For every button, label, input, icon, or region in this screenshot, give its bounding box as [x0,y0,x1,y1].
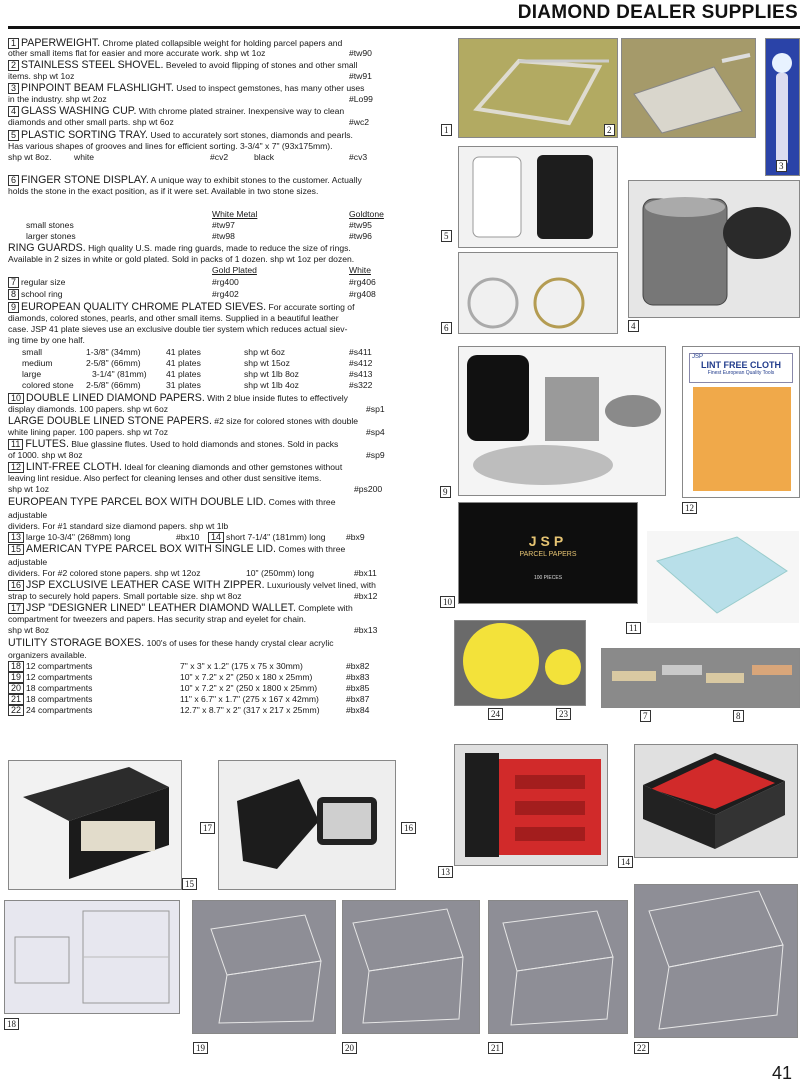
sieve-cell: shp wt 15oz [244,358,290,368]
item-11-line2: of 1000. shp wt 8oz [8,450,83,460]
photo-label-20: 20 [342,1042,357,1054]
photo-label-15: 15 [182,878,197,890]
item-number: 10 [8,393,24,404]
sieves-icon [459,347,665,495]
photo-lint-cloth [682,346,800,498]
photo-parcel-papers [458,502,638,604]
item-2-line1 [8,60,357,71]
photo-storage-wheels [454,620,586,706]
item-6-row2-b: #tw96 [349,231,372,241]
utility-row [8,672,92,683]
utility-box-icon [343,901,479,1033]
photo-utility-box-20 [342,900,480,1034]
photo-label-19: 19 [193,1042,208,1054]
sieve-cell: 1-3/8" (34mm) [86,347,141,357]
utility-box-icon [489,901,627,1033]
sieve-cell: #s412 [349,358,373,368]
sieve-cell: colored stone [22,380,74,390]
utility-compartments: 24 compartments [26,705,93,715]
ring-row2-label: school ring [21,289,63,299]
utility-code: #bx83 [346,672,370,682]
euro-box-line1 [8,497,336,507]
item-number: 9 [8,302,19,313]
item-9-line4: ing time by one half. [8,335,85,345]
item-2-line2: items. shp wt 1oz [8,71,75,81]
item-desc: Chrome plated collapsible weight for holding parcel papers and [100,38,343,48]
photo-label-23: 23 [556,708,571,720]
item-number: 8 [8,289,19,300]
photo-label-5: 5 [441,230,452,242]
item-heading: EUROPEAN QUALITY CHROME PLATED SIEVES. [21,301,267,313]
photo-paperweight [458,38,618,138]
photo-label-18: 18 [4,1018,19,1030]
ring-row2-a: #rg402 [212,289,239,299]
washing-cup-icon [629,181,799,317]
photo-leather-case [218,760,396,890]
ring-row1-b: #rg406 [349,277,376,287]
photo-label-21: 21 [488,1042,503,1054]
item-15-line1 [8,544,345,555]
item-5-line1 [8,130,353,141]
euro-box-short: short 7-1/4" (181mm) long [226,532,326,542]
ring-row2-b: #rg408 [349,289,376,299]
item-heading: JSP EXCLUSIVE LEATHER CASE WITH ZIPPER. [26,579,265,591]
photo-red-box-short [634,744,798,858]
item-heading: UTILITY STORAGE BOXES. [8,637,145,649]
item-heading: LARGE DOUBLE LINED STONE PAPERS. [8,415,212,427]
header-title: DIAMOND DEALER SUPPLIES [517,2,798,23]
utility-row [8,705,92,716]
item-heading: PLASTIC SORTING TRAY. [21,129,148,141]
euro-box-option-13 [8,532,130,543]
photo-label-22: 22 [634,1042,649,1054]
sieve-cell: 2-5/8" (66mm) [86,380,141,390]
photo-label-17: 17 [200,822,215,834]
papers-brand: JSP [528,533,568,549]
utility-code: #bx85 [346,683,370,693]
item-16-line1 [8,580,376,591]
ring-row2 [8,289,63,300]
sieve-cell: small [22,347,43,357]
utility-size: 12.7" x 8.7" x 2" (317 x 217 x 25mm) [180,705,320,715]
parcel-box-icon [9,761,181,889]
photo-label-7: 7 [640,710,651,722]
item-6-row1-a: #tw97 [212,220,235,230]
item-3-line2: in the industry. shp wt 2oz [8,94,107,104]
item-15-line2: adjustable [8,557,48,567]
sieve-cell: medium [22,358,53,368]
item-3-code: #Lo99 [349,94,373,104]
item-desc: Beveled to avoid flipping of stones and other small [163,60,358,70]
item-heading: DOUBLE LINED DIAMOND PAPERS. [26,392,205,404]
item-10-code: #sp1 [366,404,385,414]
item-12-line1 [8,462,342,473]
utility-size: 10" x 7.2" x 2" (250 x 1800 x 25mm) [180,683,318,693]
item-heading: PINPOINT BEAM FLASHLIGHT. [21,82,174,94]
photo-flutes [646,530,800,624]
large-papers-line1 [8,416,358,426]
euro-box-code-13: #bx10 [176,532,200,542]
item-17-line1 [8,603,353,614]
item-11-line1 [8,439,338,450]
flashlight-icon [766,39,799,175]
photo-label-1: 1 [441,124,452,136]
item-10-line2: display diamonds. 100 papers. shp wt 6oz [8,404,169,414]
item-number: 3 [8,83,19,94]
utility-box-icon [635,885,797,1037]
item-number: 12 [8,462,24,473]
item-desc: Complete with [295,603,353,613]
item-number: 21 [8,694,24,705]
item-6-row1-b: #tw95 [349,220,372,230]
utility-row [8,683,92,694]
item-15-length: 10" (250mm) long [246,568,315,578]
photo-label-8: 8 [733,710,744,722]
item-4-code: #wc2 [349,117,370,127]
sieve-cell: large [22,369,42,379]
photo-flashlight [765,38,800,176]
papers-count: 100 PIECES [533,575,563,581]
utility-line1 [8,638,334,648]
item-5-variant-white: white [74,152,95,162]
item-6-col-white-metal: White Metal [212,209,258,219]
red-box-icon [455,745,607,865]
photo-red-box-large [454,744,608,866]
sieve-cell: shp wt 6oz [244,347,286,357]
item-number: 14 [208,532,224,543]
item-9-line2: diamonds, colored stones, pearls, and other small items. Supplied in a beautiful leather [8,313,339,323]
item-15-line3: dividers. For #2 colored stone papers. shp wt 12oz [8,568,201,578]
item-2-code: #tw91 [349,71,372,81]
shovel-icon [622,39,755,137]
item-number: 4 [8,106,19,117]
storage-wheel-icon [455,621,585,705]
lint-brand: JSP [692,354,704,360]
photo-shovel [621,38,756,138]
photo-utility-box-21 [488,900,628,1034]
item-6-line1 [8,175,362,186]
photo-label-11: 11 [626,622,641,634]
item-desc: High quality U.S. made ring guards, made to reduce the size of rings. [85,243,351,253]
ring-guard-icon [602,649,799,707]
item-6-col-goldtone: Goldtone [349,209,384,219]
photo-label-13: 13 [438,866,453,878]
page-number: 41 [771,1063,792,1083]
photo-utility-box-18 [4,900,180,1014]
item-12-line3: shp wt 1oz [8,484,50,494]
item-number: 15 [8,544,24,555]
utility-compartments: 18 compartments [26,683,93,693]
item-heading: PAPERWEIGHT. [21,37,101,49]
photo-label-3: 3 [776,160,787,172]
lint-sub: Finest European Quality Tools [707,370,775,376]
item-9-line1 [8,302,354,313]
item-12-code: #ps200 [354,484,383,494]
utility-code: #bx82 [346,661,370,671]
sieve-cell: shp wt 1lb 8oz [244,369,299,379]
euro-box-line2: adjustable [8,510,48,520]
ring-guards-line1 [8,243,351,253]
item-number: 11 [8,439,23,450]
photo-label-10: 10 [440,596,455,608]
item-17-code: #bx13 [354,625,378,635]
item-number: 2 [8,60,19,71]
item-number: 7 [8,277,19,288]
flutes-icon [647,531,799,623]
sieve-cell: 2-5/8" (66mm) [86,358,141,368]
item-desc: With chrome plated strainer. Inexpensive way to clean [136,106,345,116]
euro-box-large: large 10-3/4" (268mm) long [26,532,131,542]
item-heading: LINT-FREE CLOTH. [26,461,122,473]
utility-compartments: 12 compartments [26,672,93,682]
sieve-cell: 31 plates [166,380,201,390]
item-11-code: #sp9 [366,450,385,460]
photo-ring-guards [601,648,800,708]
item-5-code-black: #cv3 [349,152,368,162]
item-heading: JSP "DESIGNER LINED" LEATHER DIAMOND WALLET. [26,602,296,614]
item-6-row1: small stones [26,220,74,230]
item-heading: EUROPEAN TYPE PARCEL BOX WITH DOUBLE LID. [8,496,267,508]
item-number: 22 [8,705,24,716]
large-papers-line2: white lining paper. 100 papers. shp wt 7oz [8,427,169,437]
leather-case-icon [219,761,395,889]
item-desc: other small items flat for easier and more accurate work. shp wt 1oz [8,48,266,58]
item-1-code: #tw90 [349,48,372,58]
item-number: 13 [8,532,24,543]
item-desc: Used to inspect gemstones, has many other uses [173,83,365,93]
header-rule [8,26,800,29]
photo-label-4: 4 [628,320,639,332]
lint-cloth-card [689,353,793,383]
utility-box-icon [193,901,335,1033]
item-16-line2: strap to securely hold papers. Small portable size. shp wt 8oz [8,591,242,601]
photo-label-24: 24 [488,708,503,720]
photo-label-12: 12 [682,502,697,514]
utility-compartments: 18 compartments [26,694,93,704]
euro-box-line3: dividers. For #1 standard size diamond papers. shp wt 1lb [8,521,229,531]
utility-compartments: 12 compartments [26,661,93,671]
photo-label-2: 2 [604,124,615,136]
item-desc: With 2 blue inside flutes to effectively [204,393,348,403]
utility-line2: organizers available. [8,650,87,660]
item-4-line1 [8,106,344,117]
sieve-cell: 41 plates [166,369,201,379]
sieve-cell: #s411 [349,347,372,357]
item-6-line2: holds the stone in the exact position, as if it were set. Available in two stone sizes. [8,186,319,196]
item-desc: #2 size for colored stones with double [211,416,359,426]
item-heading: FLUTES. [25,438,69,450]
ring-row1 [8,277,65,288]
item-4-line2: diamonds and other small parts. shp wt 6oz [8,117,174,127]
ring-row1-a: #rg400 [212,277,239,287]
utility-size: 11" x 6.7" x 1.7" (275 x 167 x 42mm) [180,694,319,704]
item-number: 16 [8,580,24,591]
item-number: 19 [8,672,24,683]
ring-col-white: White [349,265,371,275]
paperweight-icon [459,39,617,137]
item-5-shp: shp wt 8oz. [8,152,52,162]
item-5-line2: Has various shapes of grooves and lines for efficient sorting. 3-3/4" x 7" (93x175mm). [8,141,333,151]
photo-american-box [8,760,182,890]
finger-stone-icon [459,253,617,333]
lint-title: LINT FREE CLOTH [701,360,781,370]
ring-row1-label: regular size [21,277,66,287]
utility-box-icon [5,901,179,1013]
utility-code: #bx87 [346,694,370,704]
item-6-row2: larger stones [26,231,76,241]
ring-guards-line2: Available in 2 sizes in white or gold plated. Sold in packs of 1 dozen. shp wt 1oz per dozen. [8,254,355,264]
item-heading: STAINLESS STEEL SHOVEL. [21,59,164,71]
item-number: 1 [8,38,19,49]
photo-label-14: 14 [618,856,633,868]
item-5-variant-black-label: black [254,152,275,162]
item-number: 18 [8,661,24,672]
item-desc: Comes with three [266,497,336,507]
item-desc: 100's of uses for these handy crystal clear acrylic [144,638,334,648]
euro-box-code-14: #bx9 [346,532,365,542]
item-3-line1 [8,83,364,94]
sorting-tray-icon [459,147,617,247]
utility-code: #bx84 [346,705,370,715]
item-heading: AMERICAN TYPE PARCEL BOX WITH SINGLE LID. [26,543,277,555]
item-1-line2 [8,48,265,58]
utility-row [8,694,92,705]
photo-label-6: 6 [441,322,452,334]
item-16-code: #bx12 [354,591,378,601]
utility-size: 7" x 3" x 1.2" (175 x 75 x 30mm) [180,661,303,671]
item-number: 17 [8,603,24,614]
sieve-cell: shp wt 1lb 4oz [244,380,299,390]
papers-title: PARCEL PAPERS [519,551,577,558]
item-heading: GLASS WASHING CUP. [21,105,137,117]
ring-col-gold: Gold Plated [212,265,257,275]
sieve-cell: 41 plates [166,347,201,357]
large-papers-code: #sp4 [366,427,385,437]
item-desc: Used to accurately sort stones, diamonds and pearls. [147,130,353,140]
photo-washing-cup [628,180,800,318]
item-17-line3: shp wt 8oz [8,625,50,635]
item-6-row2-a: #tw98 [212,231,235,241]
euro-box-option-14 [208,532,326,543]
cloth-swatch [693,387,791,491]
item-17-line2: compartment for tweezers and papers. Has security strap and eyelet for chain. [8,614,307,624]
item-12-line2: leaving lint residue. Also perfect for cleaning lenses and other dust sensitive items. [8,473,322,483]
item-desc: Comes with three [276,544,346,554]
item-5-code-white: #cv2 [210,152,229,162]
item-heading: RING GUARDS. [8,242,86,254]
utility-size: 10" x 7.2" x 2" (250 x 180 x 25mm) [180,672,313,682]
item-desc: Luxuriously velvet lined, with [264,580,376,590]
photo-utility-box-19 [192,900,336,1034]
red-box-icon [635,745,797,857]
item-number: 20 [8,683,24,694]
item-number: 6 [8,175,19,186]
item-9-line3: case. JSP 41 plate sieves use an exclusive double tier system which reduces actual siev- [8,324,348,334]
item-number: 5 [8,130,19,141]
item-15-code: #bx11 [354,568,377,578]
photo-finger-stone [458,252,618,334]
item-heading: FINGER STONE DISPLAY. [21,174,149,186]
sieve-cell: 41 plates [166,358,201,368]
photo-label-16: 16 [401,822,416,834]
sieve-cell: #s322 [349,380,373,390]
sieve-cell: #s413 [349,369,373,379]
item-desc: A unique way to exhibit stones to the customer. Actually [148,175,362,185]
item-desc: For accurate sorting of [266,302,355,312]
photo-sorting-tray [458,146,618,248]
item-10-line1 [8,393,348,404]
photo-label-9: 9 [440,486,451,498]
item-desc: Ideal for cleaning diamonds and other gemstones without [121,462,343,472]
photo-utility-box-22 [634,884,798,1038]
utility-row [8,661,92,672]
item-desc: Blue glassine flutes. Used to hold diamonds and stones. Sold in packs [68,439,339,449]
sieve-cell: 3-1/4" (81mm) [92,369,147,379]
photo-sieves [458,346,666,496]
